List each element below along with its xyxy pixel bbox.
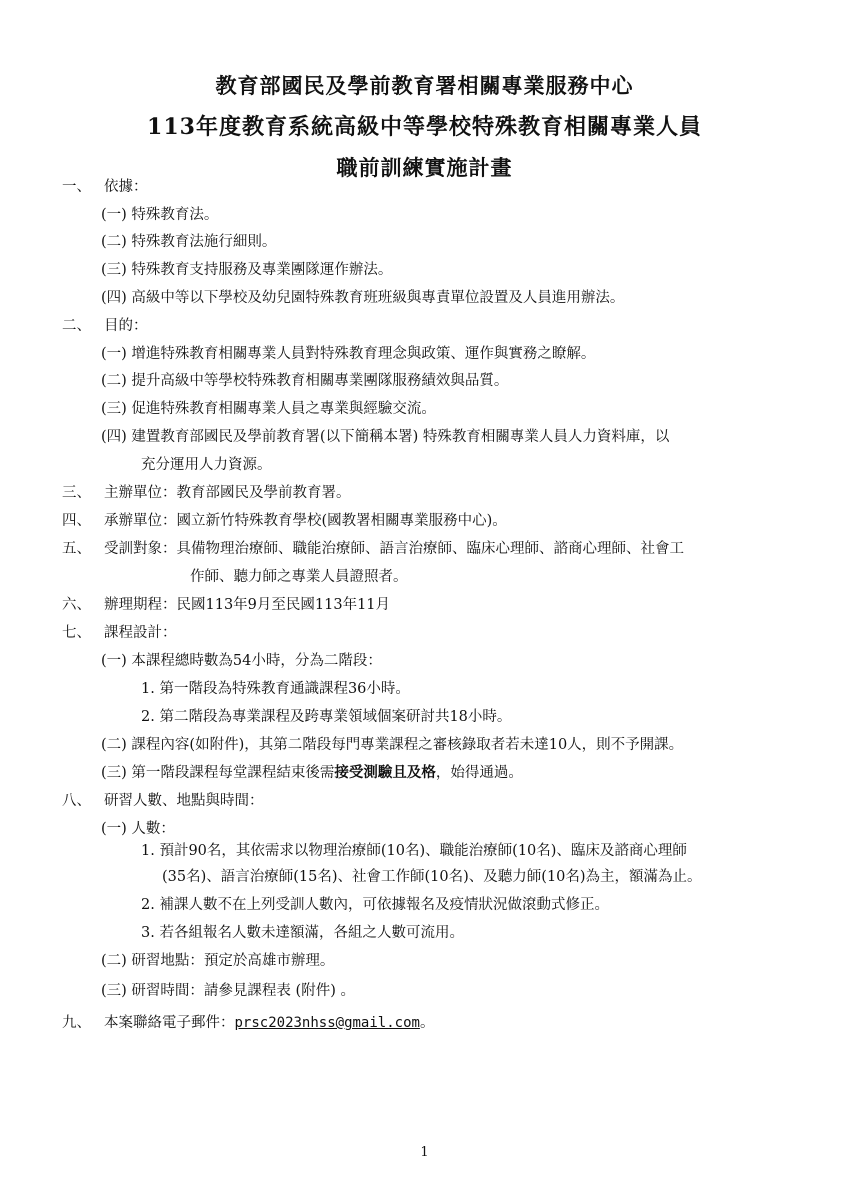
section-2-item-3: (三) 促進特殊教育相關專業人員之專業與經驗交流。 (101, 401, 436, 417)
section-text: 辦理期程：民國113年9月至民國113年11月 (104, 597, 391, 613)
section-number: 三、 (62, 485, 91, 501)
section-1-item-4: (四) 高級中等以下學校及幼兒園特殊教育班班級與專責單位設置及人員進用辦法。 (101, 290, 625, 306)
section-9 (62, 1014, 434, 1032)
title-line-2: 113年度教育系統高級中等學校特殊教育相關專業人員 (147, 114, 702, 140)
section-number: 四、 (62, 513, 91, 529)
section-2-item-1: (一) 增進特殊教育相關專業人員對特殊教育理念與政策、運作與實務之瞭解。 (101, 346, 596, 362)
contact-email-link[interactable]: prsc2023nhss@gmail.com (234, 1015, 420, 1031)
section-7-item-1-sub-2: 2. 第二階段為專業課程及跨專業領域個案研討共18小時。 (141, 709, 512, 725)
section-heading-text: 目的： (104, 318, 148, 334)
section-8-item-3: (三) 研習時間：請參見課程表 (附件) 。 (101, 983, 355, 999)
section-number: 六、 (62, 597, 91, 613)
section-heading-text: 依據： (104, 179, 148, 195)
section-3 (62, 484, 351, 502)
section-7-item-2: (二) 課程內容(如附件)，其第二階段每門專業課程之審核錄取者若未達10人，則不予開課。 (101, 737, 684, 753)
section-2-item-4-continuation: 充分運用人力資源。 (141, 457, 272, 473)
section-text: 主辦單位：教育部國民及學前教育署。 (104, 485, 351, 501)
section-text: 受訓對象：具備物理治療師、職能治療師、語言治療師、臨床心理師、諮商心理師、社會工 (104, 541, 684, 557)
item-text: ，始得通過。 (435, 765, 523, 781)
section-2-heading (62, 317, 148, 335)
emphasis-text: 接受測驗且及格 (334, 764, 436, 781)
section-8-item-1-sub-2: 2. 補課人數不在上列受訓人數內，可依據報名及疫情狀況做滾動式修正。 (141, 897, 609, 913)
section-8-item-1-sub-1: 1. 預計90名，其依需求以物理治療師(10名)、職能治療師(10名)、臨床及諮商心理師 (141, 843, 687, 859)
section-8-item-1-sub-3: 3. 若各組報名人數未達額滿，各組之人數可流用。 (141, 925, 464, 941)
section-heading-text: 研習人數、地點與時間： (104, 793, 264, 809)
section-1-item-3: (三) 特殊教育支持服務及專業團隊運作辦法。 (101, 262, 393, 278)
section-7-item-3 (101, 764, 523, 782)
section-6 (62, 596, 390, 614)
section-number: 一、 (62, 179, 91, 195)
section-number: 七、 (62, 625, 91, 641)
section-7-item-1: (一) 本課程總時數為54小時，分為二階段： (101, 653, 382, 669)
section-8-item-1-sub-1-continuation: (35名)、語言治療師(15名)、社會工作師(10名)、及聽力師(10名)為主，額滿為止。 (162, 869, 702, 885)
section-4 (62, 512, 507, 530)
section-7-item-1-sub-1: 1. 第一階段為特殊教育通識課程36小時。 (141, 681, 410, 697)
section-8-heading (62, 792, 264, 810)
section-5 (62, 540, 684, 558)
section-heading-text: 課程設計： (104, 625, 177, 641)
section-2-item-2: (二) 提升高級中等學校特殊教育相關專業團隊服務績效與品質。 (101, 373, 509, 389)
title-line-1: 教育部國民及學前教育署相關專業服務中心 (215, 73, 634, 98)
section-7-heading (62, 624, 177, 642)
section-number: 二、 (62, 318, 91, 334)
item-text: (三) 第一階段課程每堂課程結束後需 (101, 765, 335, 781)
section-number: 九、 (62, 1015, 91, 1031)
sentence-end: 。 (419, 1015, 435, 1031)
section-number: 八、 (62, 793, 91, 809)
section-1-item-2: (二) 特殊教育法施行細則。 (101, 234, 277, 250)
contact-label: 本案聯絡電子郵件： (104, 1015, 235, 1031)
section-2-item-4: (四) 建置教育部國民及學前教育署(以下簡稱本署) 特殊教育相關專業人員人力資料庫，以 (101, 429, 670, 445)
section-8-item-1: (一) 人數： (101, 821, 175, 837)
page-number: 1 (420, 1145, 429, 1160)
section-5-continuation: 作師、聽力師之專業人員證照者。 (190, 569, 408, 585)
title-line-3: 職前訓練實施計畫 (336, 155, 513, 180)
section-text: 承辦單位：國立新竹特殊教育學校(國教署相關專業服務中心)。 (104, 513, 507, 529)
section-1-heading (62, 178, 148, 196)
section-1-item-1: (一) 特殊教育法。 (101, 207, 219, 223)
section-number: 五、 (62, 541, 91, 557)
section-8-item-2: (二) 研習地點：預定於高雄市辦理。 (101, 953, 335, 969)
